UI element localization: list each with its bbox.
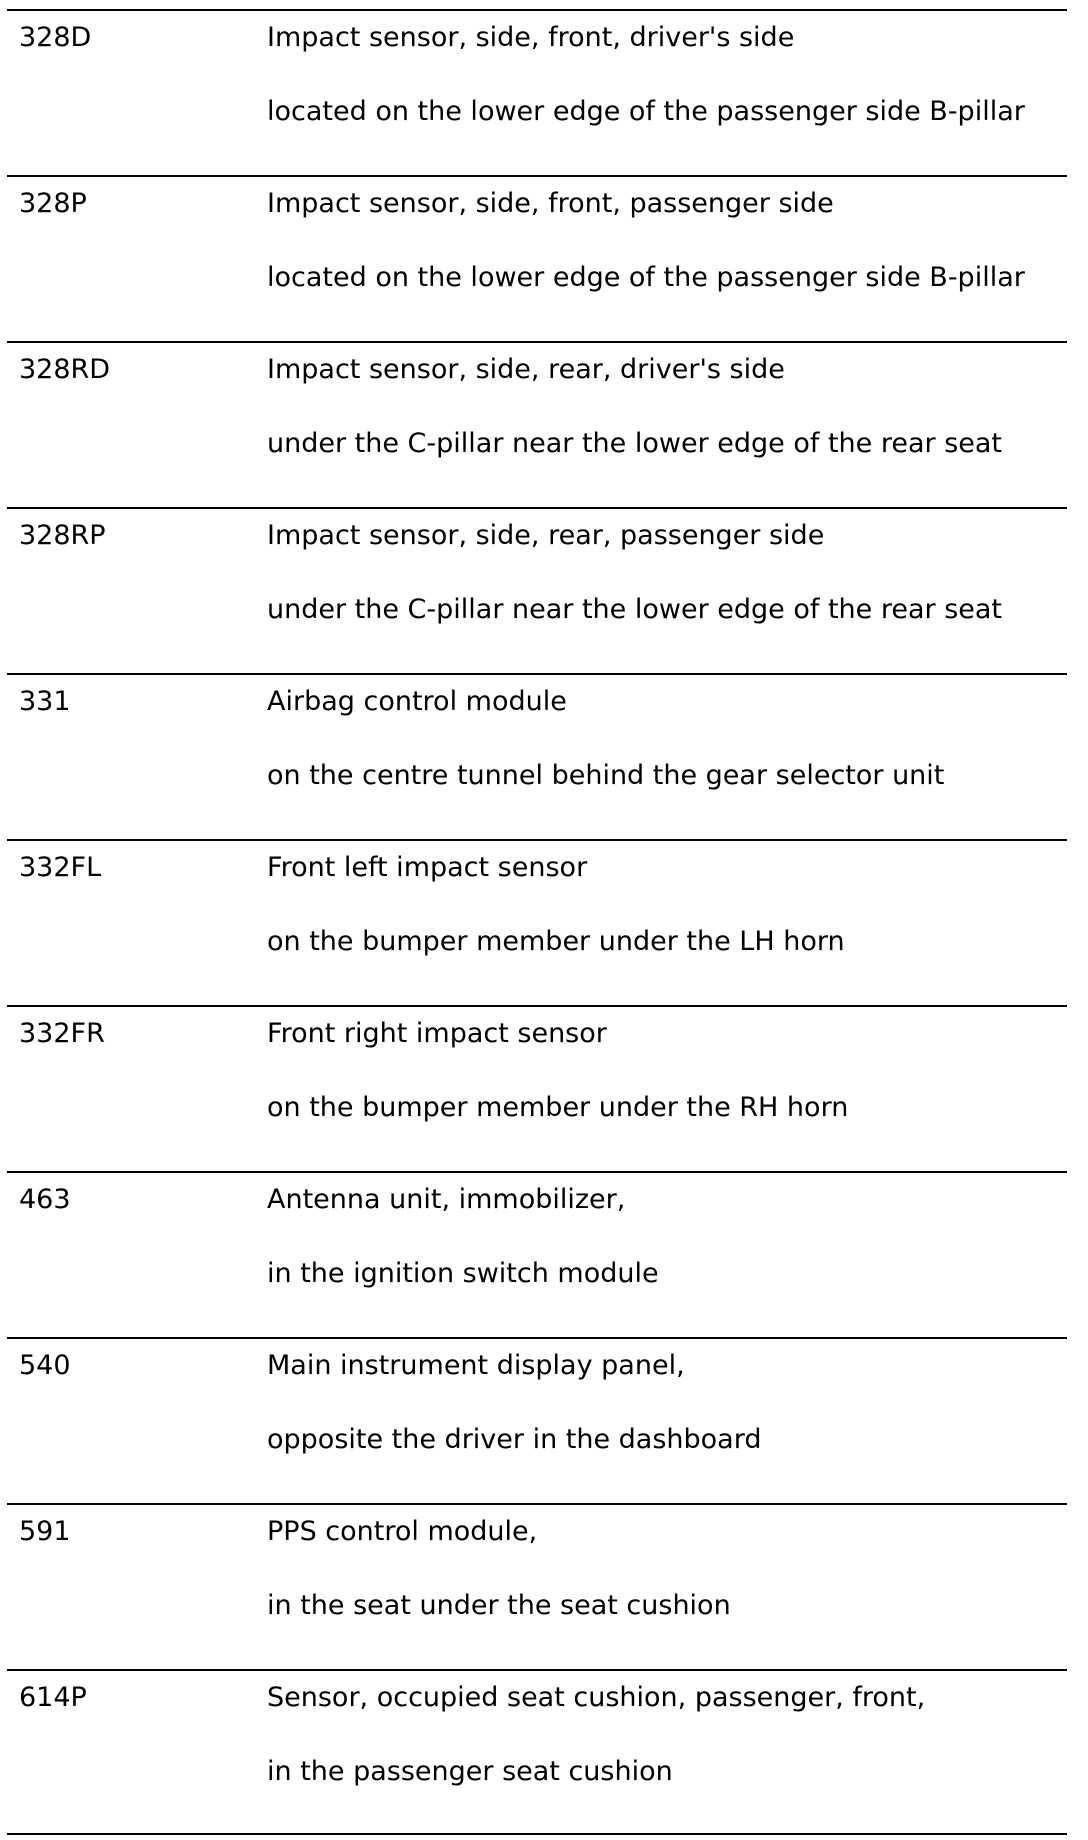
table-row: [7, 9, 1067, 175]
component-code: 332FR: [19, 1018, 105, 1049]
component-name: PPS control module,: [267, 1516, 538, 1547]
table-row: [7, 673, 1067, 839]
component-name: Antenna unit, immobilizer,: [267, 1184, 626, 1215]
component-location: in the seat under the seat cushion: [267, 1590, 731, 1621]
component-name: Front right impact sensor: [267, 1018, 607, 1049]
component-name: Impact sensor, side, front, driver's side: [267, 22, 795, 53]
component-location: under the C-pillar near the lower edge of the rear seat: [267, 594, 1002, 625]
table-row: [7, 1171, 1067, 1337]
component-code: 332FL: [19, 852, 102, 883]
component-code: 614P: [19, 1682, 87, 1713]
table-row: [7, 1669, 1067, 1835]
table-row: [7, 1337, 1067, 1503]
component-code: 328D: [19, 22, 92, 53]
component-location: located on the lower edge of the passenger side B-pillar: [267, 96, 1025, 127]
table-row: [7, 175, 1067, 341]
table-row: [7, 1503, 1067, 1669]
component-code: 331: [19, 686, 71, 717]
table-row: [7, 1005, 1067, 1171]
table-row: [7, 507, 1067, 673]
component-name: Front left impact sensor: [267, 852, 588, 883]
component-code: 328P: [19, 188, 87, 219]
table-row: [7, 839, 1067, 1005]
component-table: [7, 9, 1067, 1835]
component-location: on the bumper member under the LH horn: [267, 926, 845, 957]
component-name: Main instrument display panel,: [267, 1350, 685, 1381]
component-name: Impact sensor, side, rear, driver's side: [267, 354, 785, 385]
component-name: Sensor, occupied seat cushion, passenger, front,: [267, 1682, 926, 1713]
component-name: Impact sensor, side, front, passenger side: [267, 188, 834, 219]
component-name: Airbag control module: [267, 686, 567, 717]
table-row: [7, 341, 1067, 507]
component-code: 591: [19, 1516, 71, 1547]
component-location: on the centre tunnel behind the gear selector unit: [267, 760, 945, 791]
component-code: 328RP: [19, 520, 106, 551]
component-code: 540: [19, 1350, 71, 1381]
component-location: opposite the driver in the dashboard: [267, 1424, 762, 1455]
component-code: 328RD: [19, 354, 111, 385]
component-location: in the ignition switch module: [267, 1258, 659, 1289]
component-location: in the passenger seat cushion: [267, 1756, 673, 1787]
component-location: located on the lower edge of the passenger side B-pillar: [267, 262, 1025, 293]
component-name: Impact sensor, side, rear, passenger side: [267, 520, 825, 551]
component-location: under the C-pillar near the lower edge of the rear seat: [267, 428, 1002, 459]
component-location: on the bumper member under the RH horn: [267, 1092, 849, 1123]
component-code: 463: [19, 1184, 71, 1215]
